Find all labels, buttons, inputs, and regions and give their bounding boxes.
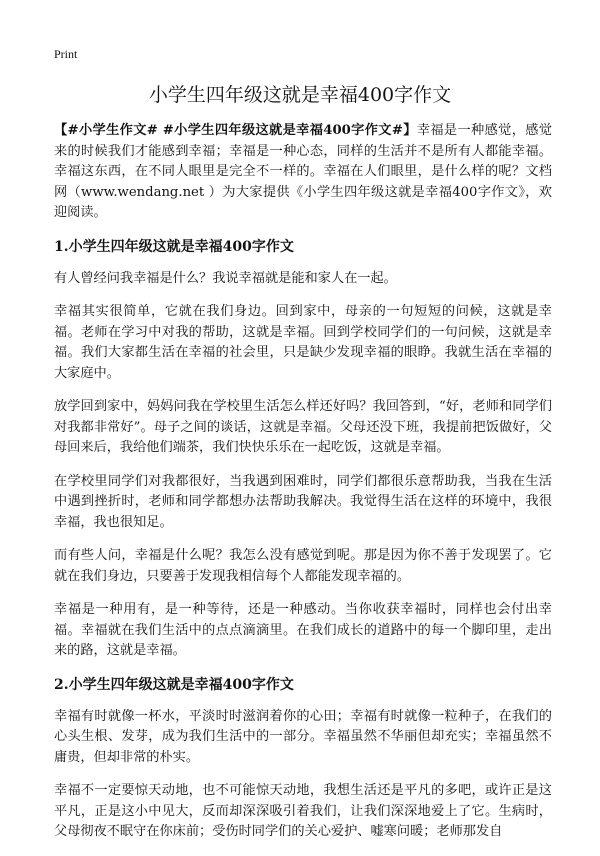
- paragraph: 放学回到家中，妈妈问我在学校里生活怎么样还好吗？我回答到，“好，老师和同学们对我都非常好”。母子之间的谈话，这就是幸福。父母还没下班，我提前把饭做好，父母回来后，我给他们端茶，我们快快乐乐在一起吃饭，这就是幸福。: [54, 399, 552, 455]
- paragraph: 幸福是一种用有，是一种等待，还是一种感动。当你收获幸福时，同样也会付出幸福。幸福就在我们生活中的点点滴滴里。在我们成长的道路中的每一个脚印里，走出来的路，这就是幸福。: [54, 602, 552, 658]
- section-2-heading: 2.小学生四年级这就是幸福400字作文: [54, 676, 294, 693]
- paragraph: 有人曾经问我幸福是什么？我说幸福就是能和家人在一起。: [54, 270, 397, 286]
- print-label: Print: [54, 47, 78, 61]
- paragraph: 幸福有时就像一杯水，平淡时时滋润着你的心田；幸福有时就像一粒种子，在我们的心头生根、发芽，成为我们生活中的一部分。幸福虽然不华丽但却充实；幸福虽然不庸贵，但却非常的朴实。: [54, 708, 552, 765]
- document-body: [54, 121, 552, 856]
- intro-tag: 【#小学生作文# #小学生四年级这就是幸福400字作文#】: [54, 123, 417, 138]
- paragraph: 幸福不一定要惊天动地，也不可能惊天动地，我想生活还是平凡的多吧，或许正是这平凡，正是这小中见大，反而却深深吸引着我们，让我们深深地爱上了它。生病时，父母彻夜不眠守在你床前；受伤时同学们的关心爱护、嘘寒问暖；老师那发自: [54, 783, 552, 839]
- intro-text: 幸福是一种感觉，感觉来的时候我们才能感到幸福；幸福是一种心态，同样的生活并不是所有人都能幸福。幸福这东西，在不同人眼里是完全不一样的。幸福在人们眼里，是什么样的呢？文档网（www.wendang.net ）为大家提供《小学生四年级这就是幸福400字作文》，欢迎阅读。: [54, 123, 552, 220]
- paragraph: 在学校里同学们对我都很好，当我遇到困难时，同学们都很乐意帮助我，当我在生活中遇到挫折时，老师和同学都想办法帮助我解决。我觉得生活在这样的环境中，我很幸福，我也很知足。: [54, 473, 552, 530]
- page-title: 小学生四年级这就是幸福400字作文: [148, 84, 452, 106]
- intro-paragraph: [54, 121, 552, 224]
- paragraph: 幸福其实很简单，它就在我们身边。回到家中，母亲的一句短短的问候，这就是幸福。老师在学习中对我的帮助，这就是幸福。回到学校同学们的一句问候，这就是幸福。我们大家都生活在幸福的社会里，只是缺少发现幸福的眼睁。我就生活在幸福的大家庭中。: [54, 304, 552, 381]
- section-1-heading: 1.小学生四年级这就是幸福400字作文: [54, 238, 294, 255]
- paragraph: 而有些人问，幸福是什么呢？我怎么没有感觉到呢。那是因为你不善于发现罢了。它就在我们身边，只要善于发现我相信每个人都能发现幸福的。: [54, 548, 552, 584]
